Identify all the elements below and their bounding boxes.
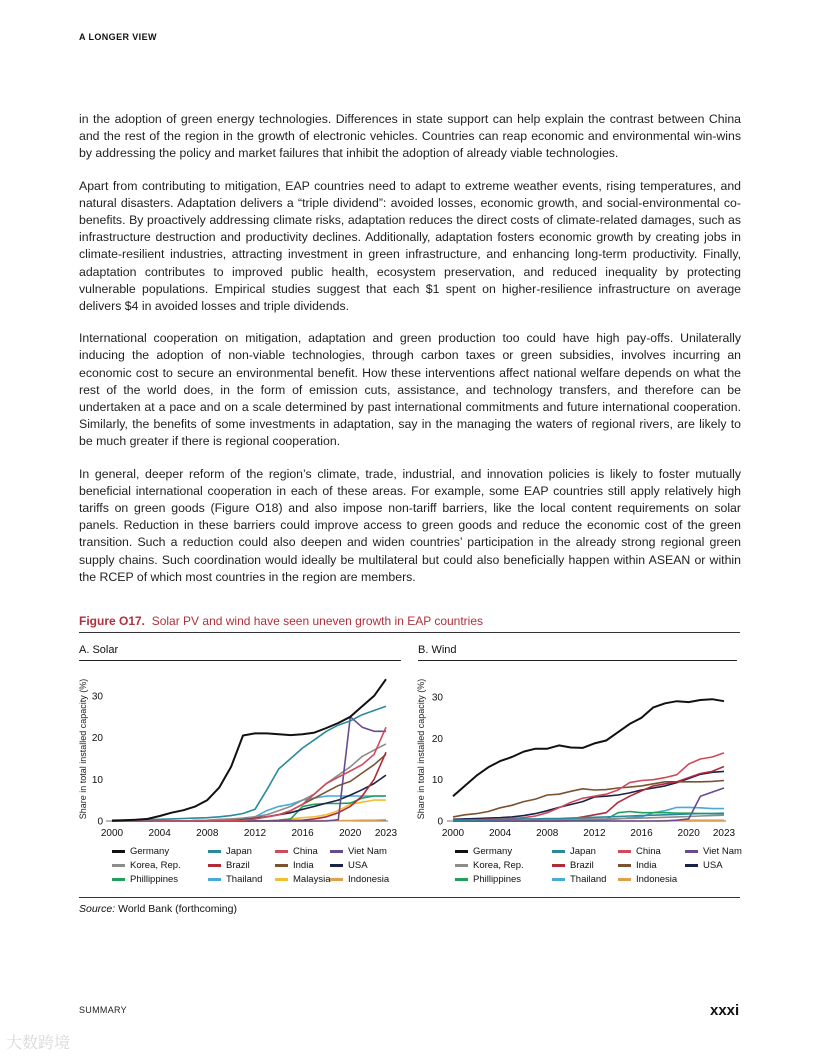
legend-label: Korea, Rep. [473,860,524,871]
paragraph-4: In general, deeper reform of the region’s climate, trade, industrial, and innovation policies is likely to foster mutually beneficial international cooperation in each of these areas. For example, some EAP countries still apply relatively high tariffs on green goods (Figure O18) and also impose non-tariff barriers, like the local content requirements on solar panels. Reduction in these barriers could improve access to green goods and reduce the economic cost of the green transition. Such a reduction could also deepen and widen countries’ participation in the already strong regional green supply chains. Such coordination would ideally be multilateral but could also beneficially happen within ASEAN or within the RCEP of which most countries in the region are members. [79,466,741,584]
legend-swatch [685,864,698,867]
legend-label: Thailand [226,874,263,885]
wind-legend-item-japan [552,846,596,857]
solar-y-tick-label: 20 [91,733,103,745]
legend-label: Germany [130,846,170,857]
legend-swatch [208,878,221,881]
legend-label: Malaysia [293,874,331,885]
wind-chart [416,679,736,839]
panel-title-wind: B. Wind [418,644,457,656]
legend-label: Brazil [570,860,594,871]
wind-x-tick-label: 2016 [630,828,653,839]
legend-swatch [112,864,125,867]
legend-swatch [455,878,468,881]
figure-caption: Solar PV and wind have seen uneven growth in EAP countries [151,614,484,628]
wind-legend-item-indonesia [618,874,677,885]
solar-chart [78,679,398,839]
solar-legend-item-germany [112,846,169,857]
solar-y-tick-label: 30 [91,691,103,703]
watermark: 大数跨境 [6,1035,71,1052]
legend-label: China [293,846,318,857]
wind-x-tick-label: 2012 [583,828,606,839]
legend-label: Japan [226,846,252,857]
solar-x-tick-label: 2012 [243,828,267,839]
solar-legend-item-brazil [208,860,250,871]
solar-x-tick-label: 2000 [100,828,124,839]
legend-swatch [275,878,288,881]
legend-swatch [112,850,125,853]
solar-y-axis-label: Share in total installed capacity (%) [78,678,88,820]
source-text: World Bank (forthcoming) [118,903,237,915]
legend-swatch [330,878,343,881]
solar-y-tick-label: 0 [97,816,103,828]
solar-legend-item-phillippines [112,874,178,885]
wind-legend-item-thailand [552,874,606,885]
solar-legend-item-malaysia [275,874,331,885]
legend-swatch [552,850,565,853]
wind-y-axis-label: Share in total installed capacity (%) [416,678,426,820]
wind-legend-item-usa [685,860,723,871]
solar-legend-item-indonesia [330,874,389,885]
legend-label: Thailand [570,874,607,885]
wind-legend-item-viet-nam [685,846,742,857]
solar-series-viet-nam [112,717,386,821]
legend-label: Phillippines [130,874,179,885]
wind-x-tick-label: 2004 [489,828,512,839]
legend-label: India [293,860,314,871]
wind-legend-item-phillippines [455,874,521,885]
legend-swatch [552,864,565,867]
solar-x-tick-label: 2023 [374,828,398,839]
solar-legend-item-korea-rep [112,860,181,871]
legend-swatch [208,864,221,867]
paragraph-1: in the adoption of green energy technologies. Differences in state support can help explain the contrast between China and the rest of the region in the growth of electronic vehicles. Countries can reap economic and environmental win-wins by addressing the policy and market failures that inhibit the adoption of already viable technologies. [79,112,741,161]
solar-y-tick-label: 10 [91,774,103,786]
legend-label: Indonesia [348,874,390,885]
paragraph-3: International cooperation on mitigation, adaptation and green production too could have high pay-offs. Unilaterally inducing the adoption of non-viable technologies, through carbon taxes or green subsidies, involves incurring an economic cost to secure an environmental benefit. How these interventions affect national welfare depends on what the rest of the world does, in the form of emission cuts, assistance, and technology transfers, and therefore can be undertaken at a pace and on a scale determined by past international commitments and future international cooperation. Similarly, the benefits of some investments in adaptation, say in the managing the waters of regional rivers, are likely to be much greater if there is regional cooperation. [79,331,741,449]
solar-series-usa [112,775,386,821]
legend-label: Brazil [226,860,250,871]
source-label: Source: [79,903,116,915]
legend-swatch [455,850,468,853]
legend-label: Viet Nam [348,846,387,857]
legend-swatch [330,864,343,867]
solar-x-tick-label: 2016 [291,828,314,839]
footer-section: SUMMARY [79,1005,127,1015]
wind-legend-item-germany [455,846,512,857]
wind-y-tick-label: 20 [431,733,443,745]
solar-x-tick-label: 2020 [339,828,362,839]
legend-label: Germany [473,846,513,857]
legend-swatch [275,864,288,867]
wind-y-tick-label: 0 [437,816,443,828]
solar-x-tick-label: 2008 [196,828,219,839]
solar-series-germany [112,679,386,820]
wind-x-tick-label: 2008 [536,828,559,839]
wind-y-tick-label: 30 [431,692,443,704]
legend-label: Indonesia [636,874,678,885]
legend-label: Japan [570,846,596,857]
wind-x-tick-label: 2023 [712,828,736,839]
legend-label: Phillippines [473,874,522,885]
legend-swatch [552,878,565,881]
wind-x-tick-label: 2020 [677,828,700,839]
panel-title-solar: A. Solar [79,644,119,656]
figure-source [79,903,237,915]
figure-bottom-rule [79,897,740,898]
figure-label: Figure O17. [79,614,146,628]
legend-label: Korea, Rep. [130,860,181,871]
legend-label: India [636,860,657,871]
page-number: xxxi [710,1002,740,1019]
legend-swatch [112,878,125,881]
legend-swatch [618,864,631,867]
legend-swatch [618,878,631,881]
solar-legend-item-china [275,846,318,857]
legend-swatch [618,850,631,853]
wind-legend-item-korea-rep [455,860,524,871]
legend-swatch [208,850,221,853]
legend-swatch [455,864,468,867]
legend-label: USA [348,860,368,871]
solar-x-tick-label: 2004 [148,828,171,839]
legend-swatch [275,850,288,853]
running-head: A LONGER VIEW [79,32,157,42]
wind-legend-item-india [618,860,657,871]
solar-legend-item-india [275,860,314,871]
wind-series-usa [453,771,724,819]
solar-legend-item-thailand [208,874,262,885]
legend-swatch [330,850,343,853]
solar-legend-item-usa [330,860,368,871]
wind-legend-item-china [618,846,661,857]
wind-y-tick-label: 10 [431,775,443,787]
wind-legend-item-brazil [552,860,594,871]
legend-label: USA [703,860,723,871]
legend-label: China [636,846,661,857]
solar-legend-item-japan [208,846,252,857]
paragraph-2: Apart from contributing to mitigation, EAP countries need to adapt to extreme weather events, rising temperatures, and natural disasters. Adaptation delivers a “triple dividend”: avoided losses, economic growth, and social-environmental co-benefits. By proactively addressing climate risks, adaptation reduces the direct costs of climate-related damages, such as infrastructure destruction and productivity declines. Additionally, adaptation fosters economic growth by creating jobs in climate-resilient industries, attracting investment in green infrastructure, and enhancing long-term productivity. Finally, adaptation contributes to improved public health, ecosystem preservation, and reduced inequality by protecting vulnerable populations. Empirical studies suggest that each $1 spent on higher-resilience infrastructure on average delivers $4 in avoided losses and triple dividends. [79,178,741,314]
legend-label: Viet Nam [703,846,742,857]
solar-legend-item-viet-nam [330,846,387,857]
wind-x-tick-label: 2000 [441,828,465,839]
legend-swatch [685,850,698,853]
